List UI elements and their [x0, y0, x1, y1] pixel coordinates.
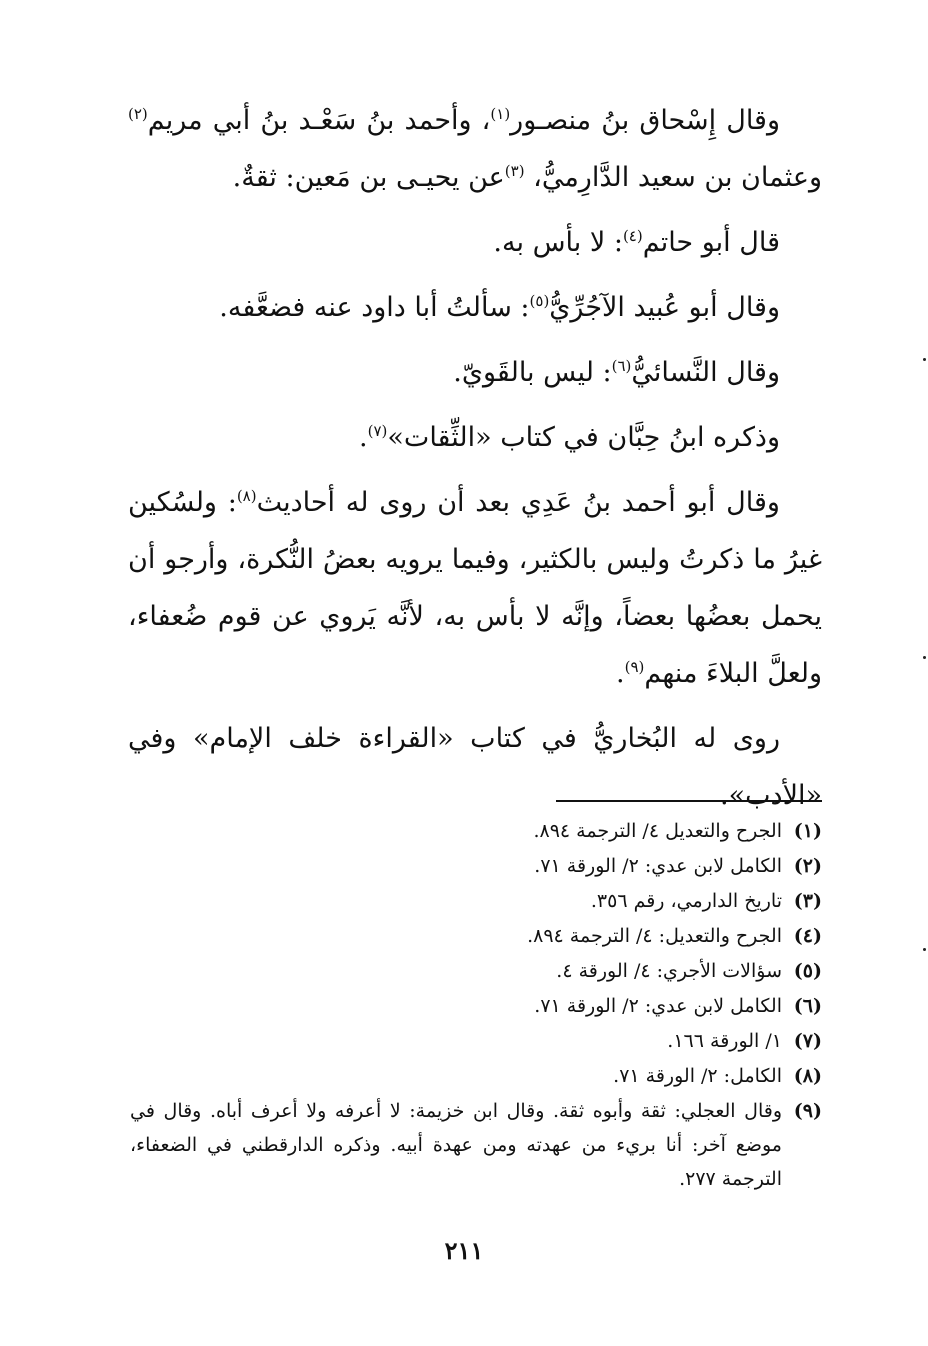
footnote-separator: [556, 800, 822, 802]
footnote-text: وقال العجلي: ثقة وأبوه ثقة. وقال ابن خزيمة: لا أعرفه ولا أعرف أباه. وقال في موضع آخر: أنا بريء من عهدته ومن عهدة أبيه. وذكره الدارقطني في الضعفاء، الترجمة ٢٧٧.: [130, 1100, 782, 1190]
paragraph-6: [128, 474, 822, 702]
footnote-number: (٤): [793, 925, 822, 947]
footnote-text: الجرح والتعديل ٤/ الترجمة ٨٩٤.: [533, 820, 782, 842]
footnote-text: سؤالات الأجري: ٤/ الورقة ٤.: [556, 960, 782, 982]
footnote-number: (٨): [793, 1065, 822, 1087]
scan-speck: [923, 656, 926, 659]
text-run: وقال إِسْحاق بنُ منصـور: [510, 105, 780, 136]
footnote-item: [130, 814, 822, 849]
footnote-item: [130, 849, 822, 884]
paragraph-7: [128, 710, 822, 824]
text-run: ، وأحمد بنُ سَعْـد بنُ أبي مريم: [147, 105, 491, 136]
footnote-item: [130, 884, 822, 919]
footnote-text: ١/ الورقة ١٦٦.: [667, 1030, 782, 1052]
text-run: : لا بأس به.: [493, 227, 623, 258]
text-run: : ولسُكين غيرُ ما ذكرتُ وليس بالكثير، وفيما يرويه بعضُ النُّكرة، وأرجو أن يحمل بعضُها بعضاً، وإنَّه لا بأس به، لأنَّه يَروي عن قوم ضُعفاء، ولعلَّ البلاءَ منهم: [128, 487, 822, 689]
paragraph-4: [128, 344, 822, 401]
footnote-number: (٣): [793, 890, 822, 912]
paragraph-3: [128, 279, 822, 336]
footnote-ref: (٨): [236, 487, 257, 505]
footnote-item: [130, 1059, 822, 1094]
text-run: : ليس بالقَويّ.: [453, 357, 612, 388]
footnote-text: الكامل لابن عدي: ٢/ الورقة ٧١.: [534, 855, 782, 877]
paragraph-1: [128, 92, 822, 206]
footnote-text: تاريخ الدارمي، رقم ٣٥٦.: [590, 890, 782, 912]
footnote-ref: (٩): [624, 658, 645, 676]
text-run: وذكره ابنُ حِبَّان في كتاب «الثِّقات»: [387, 422, 780, 453]
footnote-item: [130, 1094, 822, 1196]
footnote-ref: (٧): [367, 422, 388, 440]
footnote-number: (٩): [793, 1100, 822, 1122]
footnote-ref: (٣): [504, 162, 525, 180]
text-run: : سألتُ أبا داود عنه فضعَّفه.: [219, 292, 530, 323]
text-run: قال أبو حاتم: [642, 227, 780, 258]
footnote-ref: (١): [490, 105, 511, 123]
footnotes: [130, 814, 822, 1196]
main-text: [128, 92, 822, 832]
footnote-text: الكامل: ٢/ الورقة ٧١.: [613, 1065, 782, 1087]
footnote-ref: (٥): [529, 292, 550, 310]
footnote-ref: (٤): [622, 227, 643, 245]
footnote-number: (١): [793, 820, 822, 842]
text-run: عن يحيـى بن مَعين: ثقةٌ.: [232, 162, 505, 193]
text-run: وعثمان بن سعيد الدَّارِميُّ،: [524, 162, 822, 193]
text-run: وقال أبو عُبيد الآجُرِّيُّ: [549, 292, 780, 323]
footnote-ref: (٢): [128, 105, 148, 123]
footnote-number: (٥): [793, 960, 822, 982]
footnote-item: [130, 989, 822, 1024]
footnote-text: الجرح والتعديل: ٤/ الترجمة ٨٩٤.: [527, 925, 782, 947]
text-run: وقال أبو أحمد بنُ عَدِي بعد أن روى له أحاديث: [256, 487, 780, 518]
footnote-item: [130, 954, 822, 989]
page-number: ٢١١: [444, 1236, 484, 1265]
paragraph-5: [128, 409, 822, 466]
footnote-item: [130, 919, 822, 954]
text-run: .: [616, 658, 625, 689]
paragraph-2: [128, 214, 822, 271]
text-run: وقال النَّسائيُّ: [631, 357, 780, 388]
scan-speck: [923, 948, 926, 951]
footnote-item: [130, 1024, 822, 1059]
text-run: .: [359, 422, 368, 453]
footnote-number: (٦): [793, 995, 822, 1017]
text-run: روى له البُخاريُّ في كتاب «القراءة خلف الإمام» وفي «الأدب».: [128, 723, 822, 811]
footnote-number: (٧): [793, 1030, 822, 1052]
scan-speck: [923, 358, 926, 361]
footnote-text: الكامل لابن عدي: ٢/ الورقة ٧١.: [534, 995, 782, 1017]
footnote-number: (٢): [793, 855, 822, 877]
footnote-ref: (٦): [611, 357, 632, 375]
